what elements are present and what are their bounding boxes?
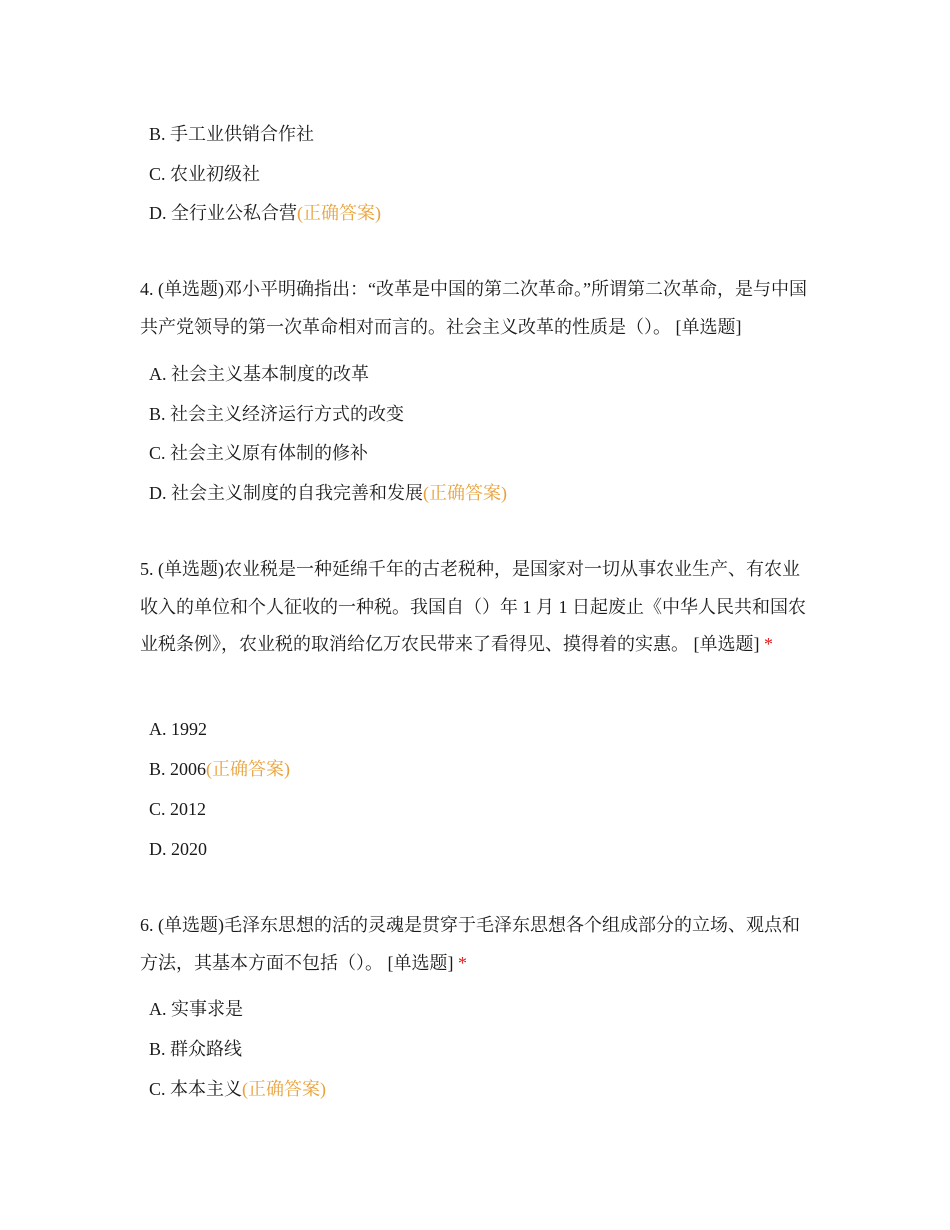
question-number: 5. <box>140 559 154 579</box>
q6-option-c <box>149 1077 326 1101</box>
q3-option-d <box>149 201 381 225</box>
option-text: 全行业公私合营 <box>171 203 297 223</box>
q4-option-d <box>149 481 507 505</box>
required-marker: * <box>764 634 773 654</box>
correct-answer-marker: (正确答案) <box>206 759 291 779</box>
q5-option-d <box>149 837 207 861</box>
option-text: 手工业供销合作社 <box>170 124 315 144</box>
option-letter: D. <box>149 203 167 223</box>
option-letter: D. <box>149 839 167 859</box>
option-text: 社会主义基本制度的改革 <box>171 364 369 384</box>
option-text: 1992 <box>171 719 207 739</box>
option-text: 社会主义制度的自我完善和发展 <box>171 483 423 503</box>
option-letter: B. <box>149 404 166 424</box>
option-text: 2006 <box>170 759 207 779</box>
option-letter: A. <box>149 364 167 384</box>
q4-option-c <box>149 441 368 465</box>
q6-option-a <box>149 997 243 1021</box>
option-letter: C. <box>149 1079 166 1099</box>
option-letter: A. <box>149 999 167 1019</box>
q5-question-text <box>140 551 812 664</box>
question-body: (单选题)农业税是一种延绵千年的古老税种，是国家对一切从事农业生产、有农业收入的单位和个人征收的一种税。我国自（）年 1 月 1 日起废止《中华人民共和国农业税条例》，农业税的取消给亿万农民带来了看得见、摸得着的实惠。 [单选题] <box>140 559 806 654</box>
option-text: 群众路线 <box>170 1039 243 1059</box>
correct-answer-marker: (正确答案) <box>242 1079 327 1099</box>
option-text: 2012 <box>170 799 207 819</box>
option-text: 社会主义经济运行方式的改变 <box>170 404 405 424</box>
option-letter: B. <box>149 759 166 779</box>
option-text: 农业初级社 <box>170 164 261 184</box>
option-letter: A. <box>149 719 167 739</box>
correct-answer-marker: (正确答案) <box>423 483 507 503</box>
option-text: 实事求是 <box>171 999 243 1019</box>
q5-option-b <box>149 757 290 781</box>
option-text: 2020 <box>171 839 207 859</box>
correct-answer-marker: (正确答案) <box>297 203 381 223</box>
q5-option-c <box>149 797 206 821</box>
question-number: 4. <box>140 279 154 299</box>
option-text: 社会主义原有体制的修补 <box>170 443 369 463</box>
question-body: (单选题)毛泽东思想的活的灵魂是贯穿于毛泽东思想各个组成部分的立场、观点和方法，其基本方面不包括（）。 [单选题] <box>140 915 800 973</box>
option-letter: D. <box>149 483 167 503</box>
q3-option-b <box>149 122 314 146</box>
question-body: (单选题)邓小平明确指出：“改革是中国的第二次革命。”所谓第二次革命，是与中国共产党领导的第一次革命相对而言的。社会主义改革的性质是（）。 [单选题] <box>140 279 807 337</box>
q5-option-a <box>149 717 207 741</box>
option-letter: C. <box>149 443 166 463</box>
option-letter: B. <box>149 1039 166 1059</box>
q6-question-text <box>140 907 812 982</box>
option-text: 本本主义 <box>170 1079 243 1099</box>
option-letter: B. <box>149 124 166 144</box>
q4-option-b <box>149 402 404 426</box>
option-letter: C. <box>149 799 166 819</box>
q4-option-a <box>149 362 369 386</box>
option-letter: C. <box>149 164 166 184</box>
q6-option-b <box>149 1037 242 1061</box>
required-marker: * <box>458 952 467 973</box>
q3-option-c <box>149 162 260 186</box>
q4-question-text <box>140 271 812 346</box>
question-number: 6. <box>140 915 154 935</box>
